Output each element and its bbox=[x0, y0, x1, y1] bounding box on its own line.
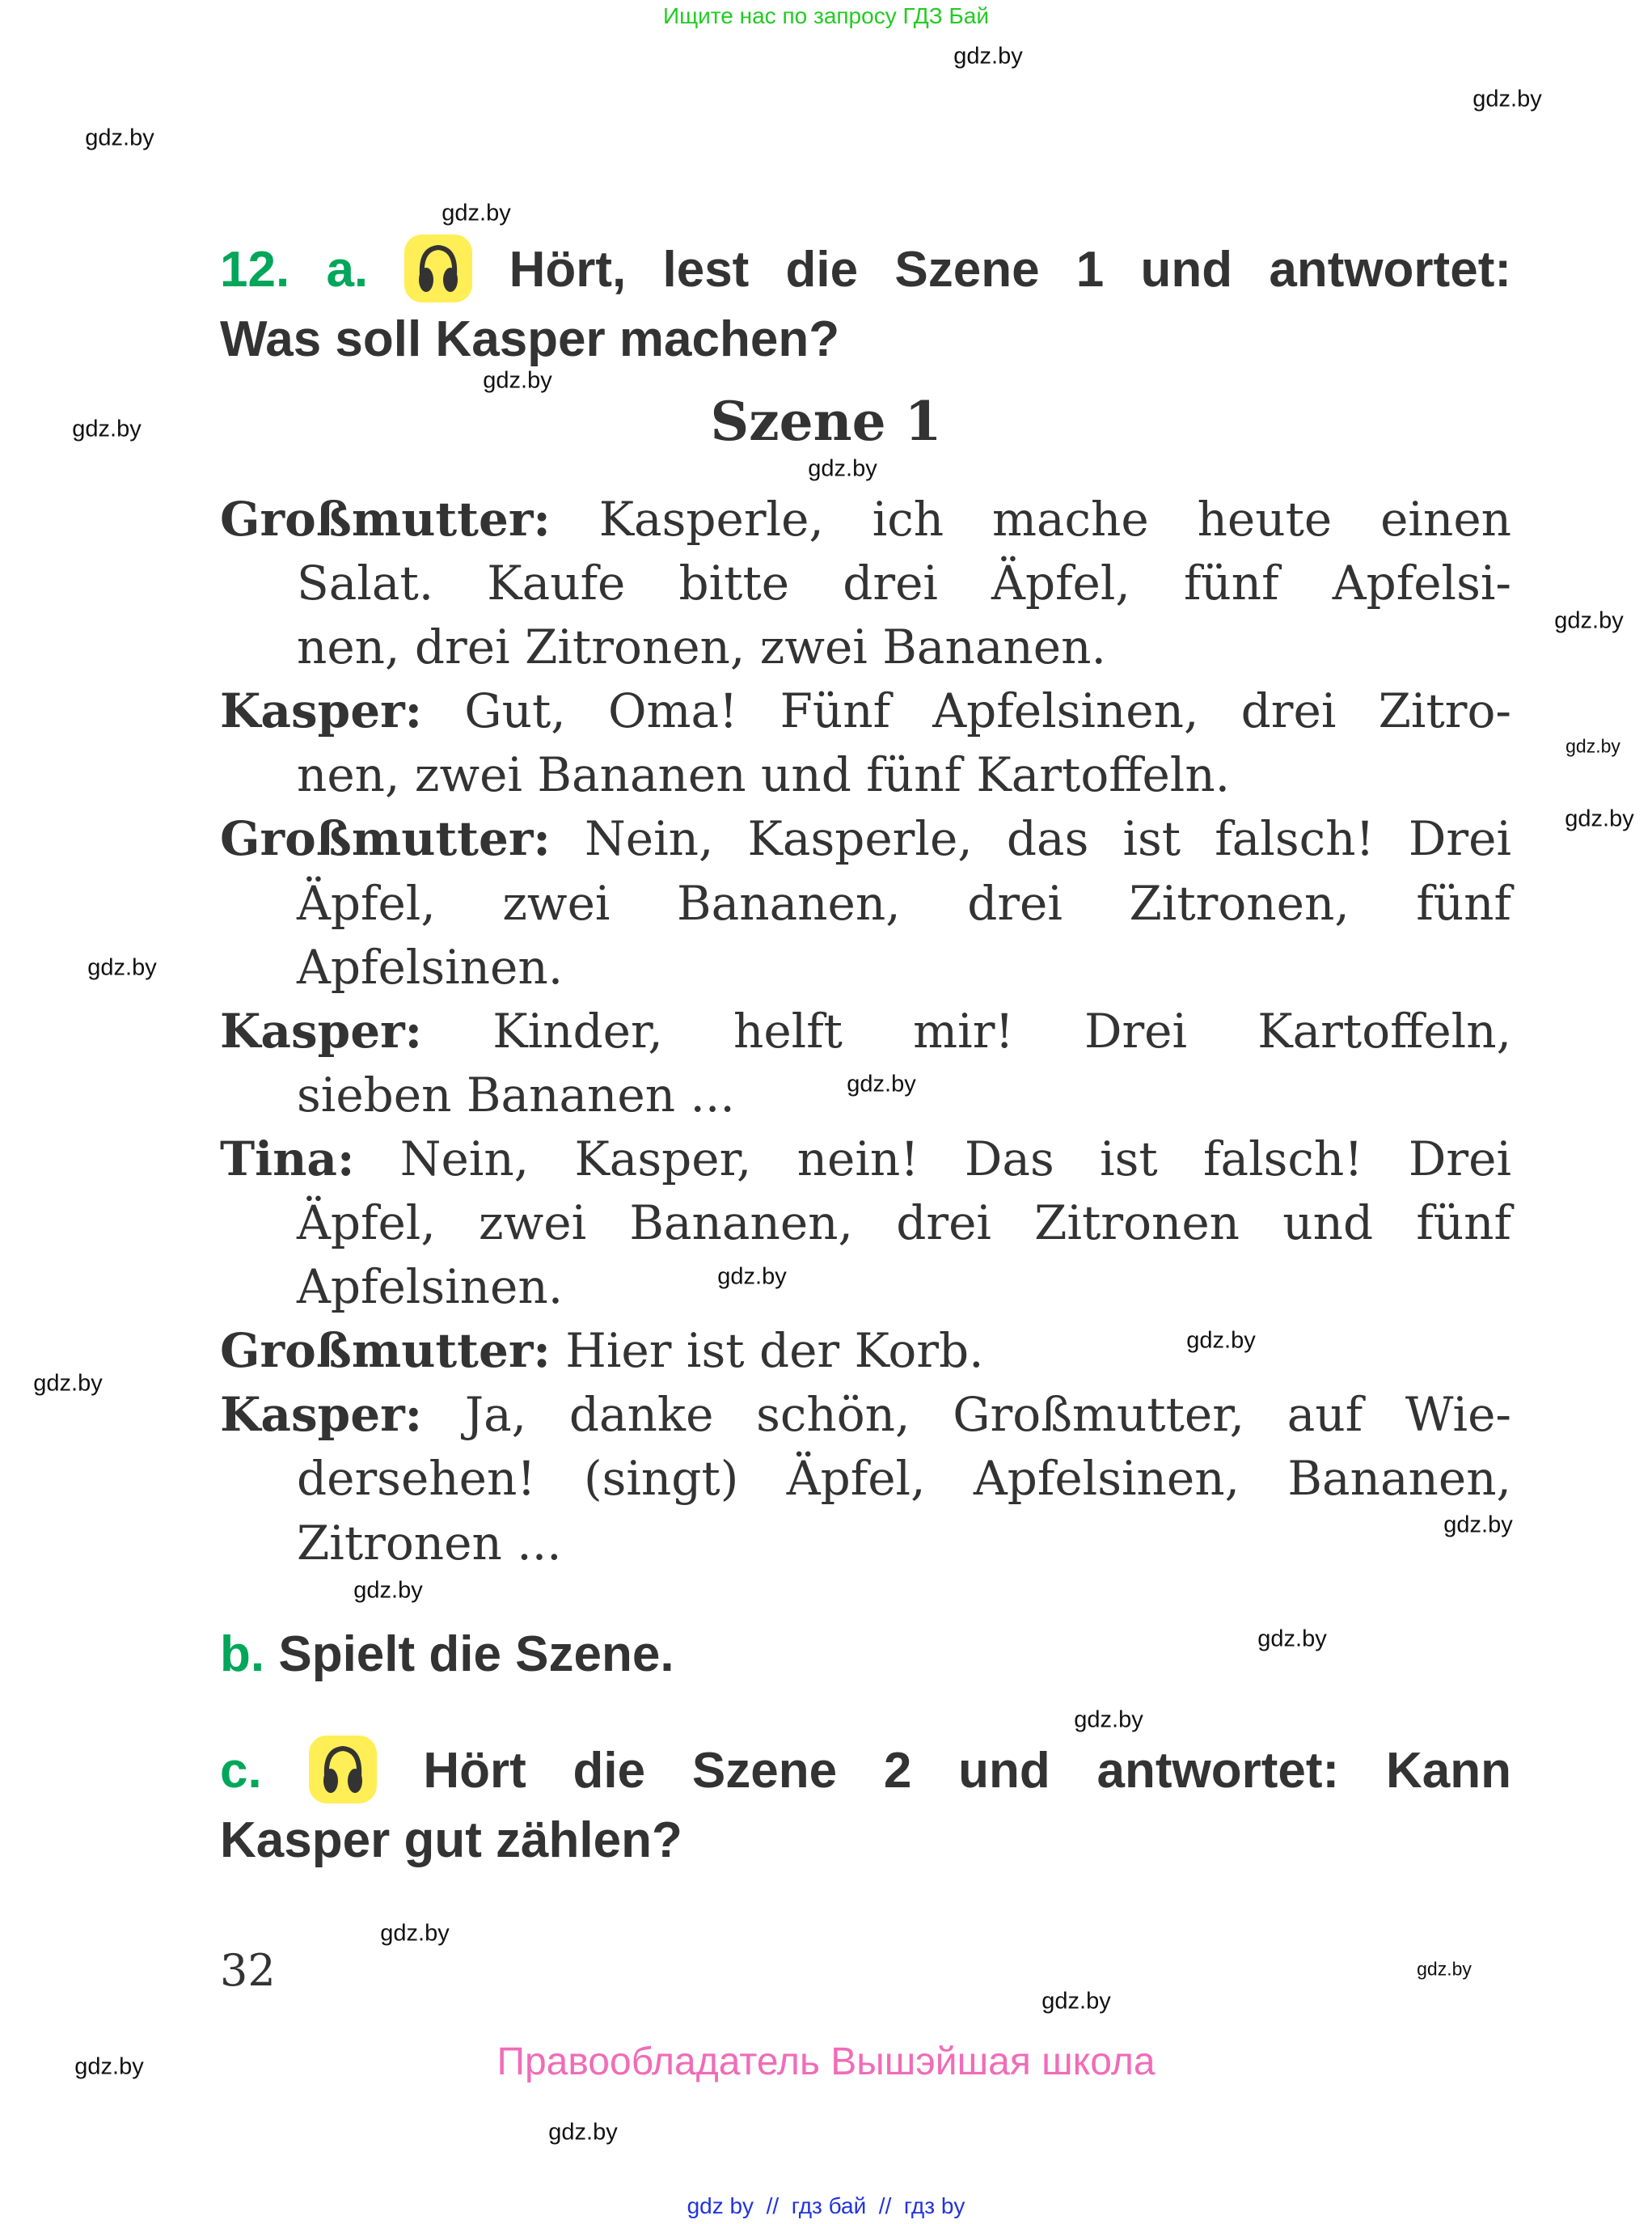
watermark: gdz.by bbox=[72, 416, 142, 442]
part-a-label: a. bbox=[326, 242, 369, 298]
part-b-text: Spielt die Szene. bbox=[278, 1626, 674, 1682]
watermark: gdz.by bbox=[1417, 1958, 1472, 1980]
search-hint-link[interactable]: Ищите нас по запросу ГДЗ Бай bbox=[662, 3, 990, 28]
dialogue-line: nen, drei Zitronen, zwei Bananen. bbox=[297, 619, 1106, 675]
part-b-label: b. bbox=[220, 1626, 265, 1682]
task-12a-heading bbox=[220, 238, 1511, 371]
dialogue-line: Tina: Nein, Kasper, nein! Das ist falsch! Drei bbox=[220, 1131, 1511, 1186]
speaker: Kasper: bbox=[220, 1003, 423, 1059]
watermark: gdz.by bbox=[1074, 1706, 1143, 1733]
speaker: Großmutter: bbox=[220, 492, 551, 547]
dialogue-line: Großmutter: Kasperle, ich mache heute einen bbox=[220, 492, 1511, 547]
speaker: Großmutter: bbox=[220, 811, 551, 867]
watermark: gdz.by bbox=[1565, 735, 1620, 757]
dialogue-line: Äpfel, zwei Bananen, drei Zitronen, fünf bbox=[297, 875, 1511, 931]
watermark: gdz.by bbox=[353, 1577, 423, 1604]
dialogue-line: sieben Bananen ... bbox=[297, 1067, 735, 1123]
speaker: Großmutter: bbox=[220, 1323, 551, 1379]
task-number: 12. bbox=[220, 242, 290, 298]
dialogue-line: Großmutter: Nein, Kasperle, das ist falsch! Drei bbox=[220, 811, 1511, 867]
watermark: gdz.by bbox=[1186, 1327, 1256, 1354]
dialogue-line: Äpfel, zwei Bananen, drei Zitronen und fünf bbox=[297, 1195, 1511, 1251]
watermark: gdz.by bbox=[847, 1071, 916, 1097]
task-12c bbox=[220, 1739, 1511, 1872]
watermark: gdz.by bbox=[380, 1920, 450, 1947]
dialogue-line: Zitronen ... bbox=[297, 1515, 562, 1571]
scene-title: Szene 1 bbox=[710, 390, 942, 453]
watermark: gdz.by bbox=[87, 954, 157, 981]
part-c-line1: Hört die Szene 2 und antwortet: Kann bbox=[423, 1743, 1511, 1799]
dialogue-line: nen, zwei Bananen und fünf Kartoffeln. bbox=[297, 747, 1231, 803]
watermark: gdz.by bbox=[442, 200, 511, 226]
part-a-instruction-line1: Hört, lest die Szene 1 und antwortet: bbox=[509, 242, 1511, 298]
watermark: gdz.by bbox=[1041, 1988, 1111, 2015]
watermark: gdz.by bbox=[1443, 1512, 1513, 1538]
watermark: gdz.by bbox=[85, 125, 154, 151]
watermark: gdz.by bbox=[1554, 607, 1624, 634]
headphones-icon[interactable] bbox=[404, 235, 472, 302]
part-a-instruction-line2: Was soll Kasper machen? bbox=[220, 311, 840, 367]
dialogue-line: Kasper: Gut, Oma! Fünf Apfelsinen, drei Zitro- bbox=[220, 683, 1511, 739]
watermark: gdz.by bbox=[1257, 1626, 1327, 1652]
dialogue-line: Salat. Kaufe bitte drei Äpfel, fünf Apfelsi- bbox=[297, 556, 1511, 611]
watermark: gdz.by bbox=[33, 1370, 103, 1397]
watermark: gdz.by bbox=[483, 367, 552, 394]
watermark: gdz.by bbox=[953, 43, 1023, 70]
dialogue-line: Kasper: Kinder, helft mir! Drei Kartoffeln, bbox=[220, 1003, 1511, 1059]
speaker: Kasper: bbox=[220, 683, 423, 739]
dialogue-line: Großmutter: Hier ist der Korb. bbox=[220, 1323, 984, 1379]
speaker: Tina: bbox=[220, 1131, 355, 1186]
speaker: Kasper: bbox=[220, 1387, 423, 1443]
watermark: gdz.by bbox=[1472, 86, 1542, 112]
headphones-icon[interactable] bbox=[309, 1736, 377, 1803]
dialogue-line: Kasper: Ja, danke schön, Großmutter, auf Wie- bbox=[220, 1387, 1511, 1443]
dialogue-line: dersehen! (singt) Äpfel, Apfelsinen, Bananen, bbox=[297, 1451, 1511, 1507]
dialogue-line: Apfelsinen. bbox=[297, 1259, 564, 1315]
scene-dialogue bbox=[220, 488, 1511, 1575]
page-number: 32 bbox=[220, 1945, 276, 1996]
part-c-line2: Kasper gut zählen? bbox=[220, 1812, 682, 1868]
watermark: gdz.by bbox=[808, 455, 877, 482]
dialogue-line: Apfelsinen. bbox=[297, 939, 564, 995]
watermark: gdz.by bbox=[1565, 805, 1634, 832]
watermark: gdz.by bbox=[548, 2119, 618, 2146]
watermark: gdz.by bbox=[74, 2053, 144, 2080]
task-12b bbox=[220, 1626, 674, 1683]
footer-links[interactable]: gdz by // гдз бай // гдз by bbox=[687, 2193, 965, 2218]
part-c-label: c. bbox=[220, 1743, 262, 1799]
watermark: gdz.by bbox=[717, 1263, 787, 1290]
copyright-notice: Правообладатель Вышэйшая школа bbox=[496, 2040, 1156, 2083]
